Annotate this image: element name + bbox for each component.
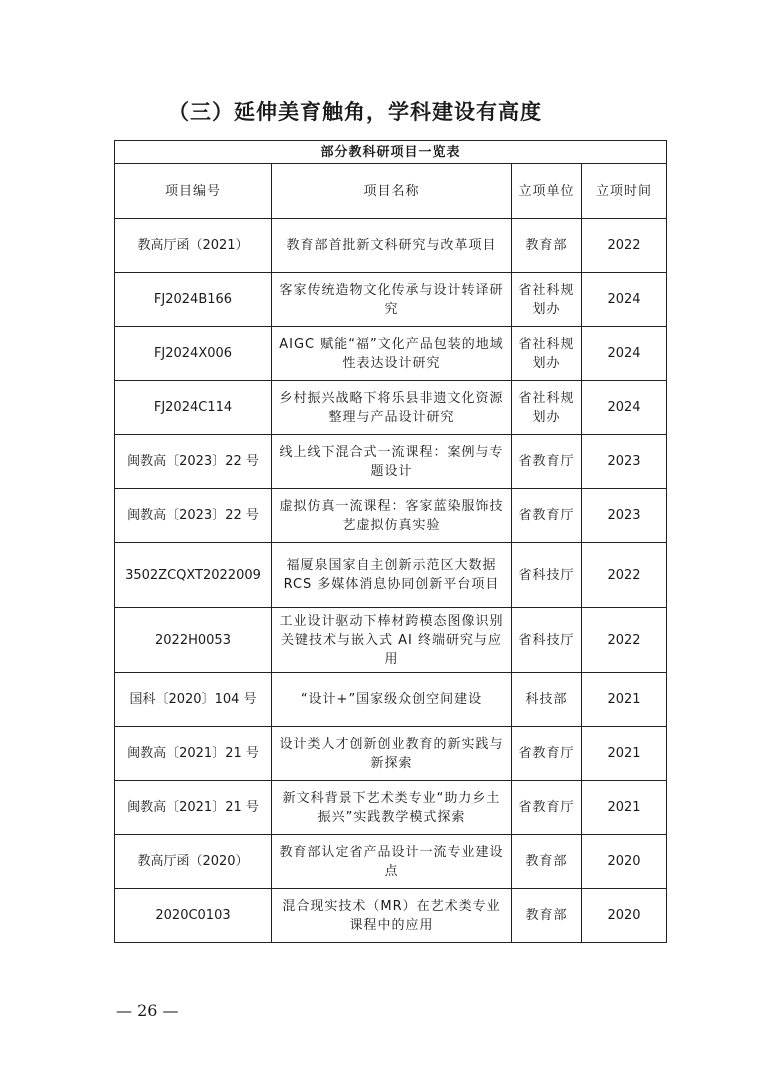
cell-unit: 省社科规划办	[512, 381, 582, 435]
cell-year: 2024	[582, 327, 667, 381]
cell-code: 闽教高〔2021〕21 号	[115, 727, 272, 781]
column-header-name: 项目名称	[272, 164, 512, 219]
table-row	[115, 727, 667, 781]
cell-name: 福厦泉国家自主创新示范区大数据 RCS 多媒体消息协同创新平台项目	[272, 543, 512, 608]
page-number: — 26 —	[116, 1001, 179, 1020]
cell-unit: 省教育厅	[512, 435, 582, 489]
cell-code: FJ2024C114	[115, 381, 272, 435]
cell-year: 2024	[582, 381, 667, 435]
cell-name: 设计类人才创新创业教育的新实践与新探索	[272, 727, 512, 781]
cell-name: 混合现实技术（MR）在艺术类专业课程中的应用	[272, 889, 512, 943]
table-row	[115, 889, 667, 943]
cell-name: AIGC 赋能“福”文化产品包装的地域性表达设计研究	[272, 327, 512, 381]
cell-name: 新文科背景下艺术类专业“助力乡土振兴”实践教学模式探索	[272, 781, 512, 835]
cell-code: 教高厅函（2020）	[115, 835, 272, 889]
cell-code: 3502ZCQXT2022009	[115, 543, 272, 608]
cell-unit: 教育部	[512, 219, 582, 273]
table-row	[115, 273, 667, 327]
table-row	[115, 489, 667, 543]
cell-code: 2020C0103	[115, 889, 272, 943]
project-table	[114, 140, 667, 943]
cell-year: 2023	[582, 489, 667, 543]
cell-year: 2024	[582, 273, 667, 327]
table-caption: 部分教科研项目一览表	[115, 141, 667, 164]
cell-unit: 省教育厅	[512, 489, 582, 543]
cell-year: 2021	[582, 673, 667, 727]
cell-unit: 省科技厅	[512, 543, 582, 608]
table-row	[115, 381, 667, 435]
cell-name: 工业设计驱动下棒材跨模态图像识别关键技术与嵌入式 AI 终端研究与应用	[272, 608, 512, 673]
cell-name: “设计+”国家级众创空间建设	[272, 673, 512, 727]
cell-unit: 省社科规划办	[512, 327, 582, 381]
cell-unit: 省教育厅	[512, 727, 582, 781]
table-body	[115, 219, 667, 943]
cell-unit: 省社科规划办	[512, 273, 582, 327]
cell-year: 2020	[582, 835, 667, 889]
column-header-year: 立项时间	[582, 164, 667, 219]
table-row	[115, 219, 667, 273]
table-row	[115, 435, 667, 489]
cell-code: FJ2024X006	[115, 327, 272, 381]
cell-unit: 教育部	[512, 835, 582, 889]
cell-year: 2021	[582, 727, 667, 781]
cell-name: 教育部认定省产品设计一流专业建设点	[272, 835, 512, 889]
section-heading: （三）延伸美育触角，学科建设有高度	[168, 99, 542, 124]
table-row	[115, 327, 667, 381]
cell-unit: 科技部	[512, 673, 582, 727]
cell-year: 2023	[582, 435, 667, 489]
cell-code: FJ2024B166	[115, 273, 272, 327]
cell-code: 2022H0053	[115, 608, 272, 673]
table-row	[115, 781, 667, 835]
table-caption-row	[115, 141, 667, 164]
cell-name: 虚拟仿真一流课程：客家蓝染服饰技艺虚拟仿真实验	[272, 489, 512, 543]
cell-code: 教高厅函（2021）	[115, 219, 272, 273]
table-row	[115, 673, 667, 727]
cell-unit: 教育部	[512, 889, 582, 943]
cell-code: 闽教高〔2021〕21 号	[115, 781, 272, 835]
table-row	[115, 608, 667, 673]
table-row	[115, 835, 667, 889]
cell-year: 2022	[582, 608, 667, 673]
column-header-code: 项目编号	[115, 164, 272, 219]
cell-name: 线上线下混合式一流课程：案例与专题设计	[272, 435, 512, 489]
cell-code: 闽教高〔2023〕22 号	[115, 489, 272, 543]
cell-code: 国科〔2020〕104 号	[115, 673, 272, 727]
cell-year: 2022	[582, 219, 667, 273]
cell-year: 2020	[582, 889, 667, 943]
cell-name: 乡村振兴战略下将乐县非遗文化资源整理与产品设计研究	[272, 381, 512, 435]
cell-name: 教育部首批新文科研究与改革项目	[272, 219, 512, 273]
table-row	[115, 543, 667, 608]
cell-name: 客家传统造物文化传承与设计转译研究	[272, 273, 512, 327]
cell-unit: 省教育厅	[512, 781, 582, 835]
cell-year: 2022	[582, 543, 667, 608]
table-header-row	[115, 164, 667, 219]
cell-year: 2021	[582, 781, 667, 835]
cell-code: 闽教高〔2023〕22 号	[115, 435, 272, 489]
column-header-unit: 立项单位	[512, 164, 582, 219]
cell-unit: 省科技厅	[512, 608, 582, 673]
